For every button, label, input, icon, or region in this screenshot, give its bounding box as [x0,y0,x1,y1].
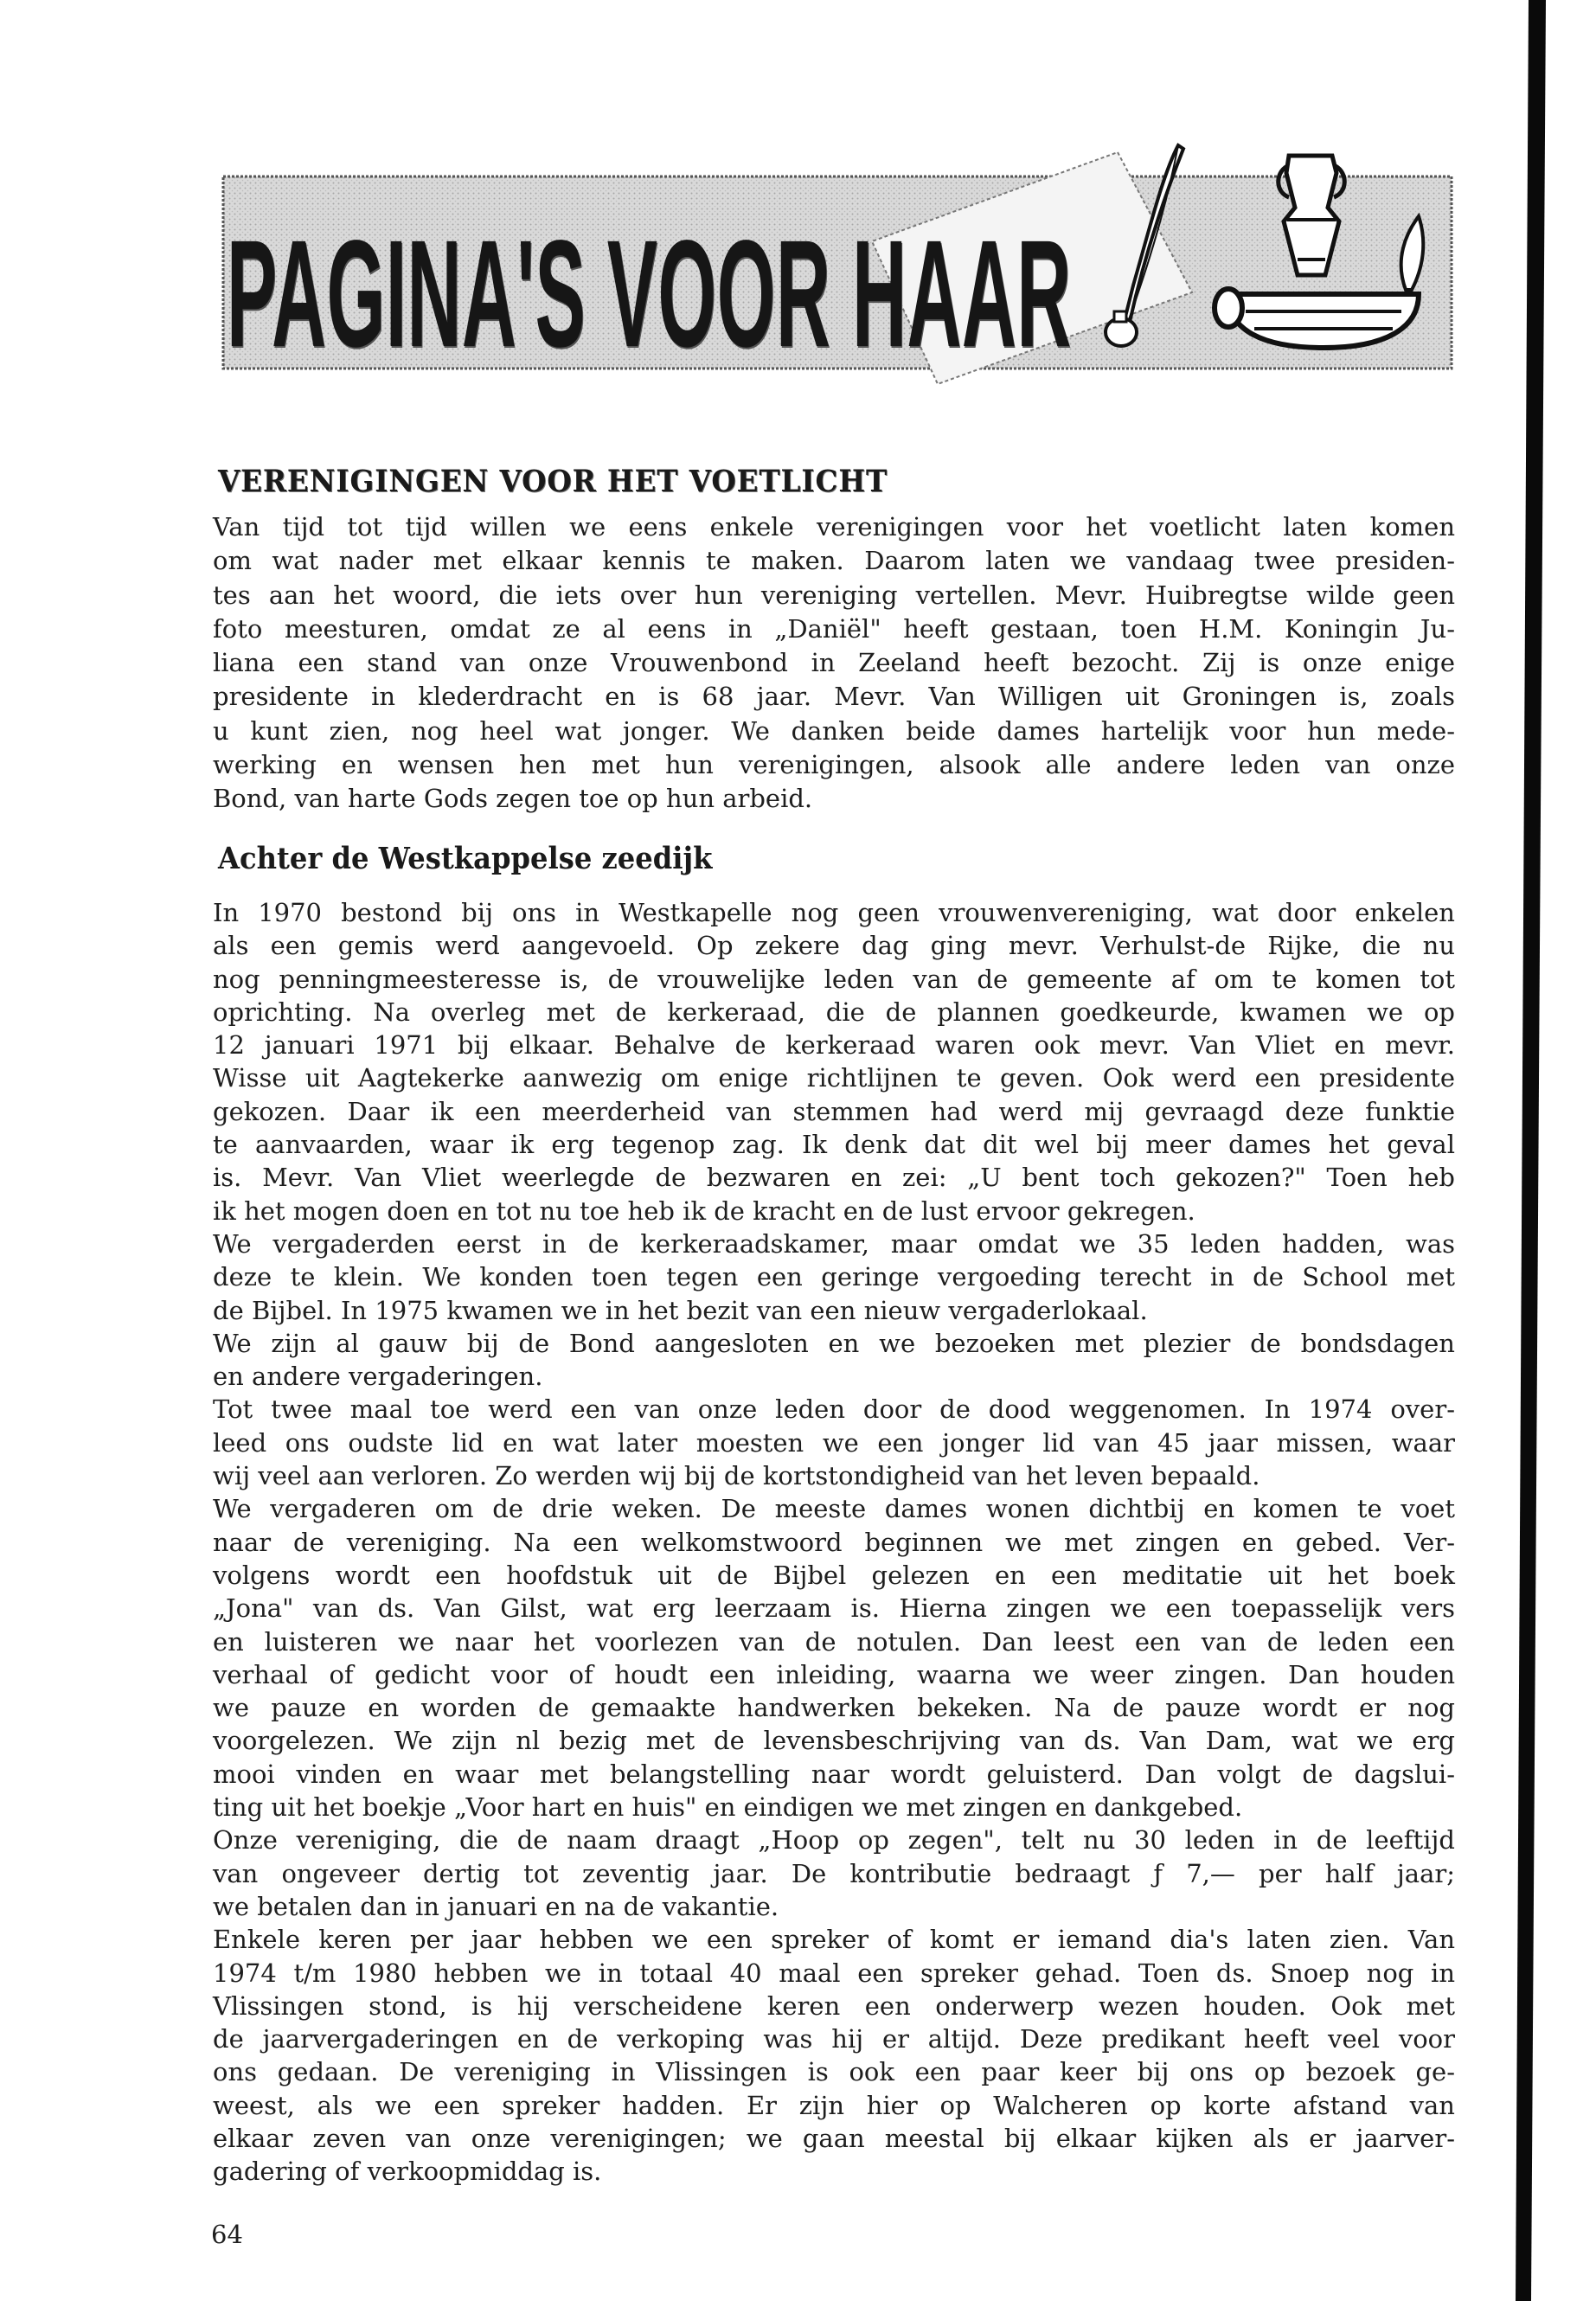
text-line: volgens wordt een hoofdstuk uit de Bijbel gelezen en een meditatie uit het boek [213,1560,1455,1590]
paragraph [213,1327,1455,1394]
text-line: Van tijd tot tijd willen we eens enkele verenigingen voor het voetlicht laten komen [213,512,1455,542]
text-line: nog penningmeesteresse is, de vrouwelijke leden van de gemeente af om te komen tot [213,964,1455,994]
text-line: In 1970 bestond bij ons in Westkapelle nog geen vrouwenvereniging, wat door enkelen [213,898,1455,927]
text-line: Wisse uit Aagtekerke aanwezig om enige richtlijnen te geven. Ook werd een presidente [213,1063,1455,1093]
text-line: oprichting. Na overleg met de kerkeraad, die de plannen goedkeurde, kwamen we op [213,997,1455,1027]
text-line: de Bijbel. In 1975 kwamen we in het bezit van een nieuw vergaderlokaal. [213,1295,1148,1325]
text-line: gadering of verkoopmiddag is. [213,2157,602,2187]
text-line: foto meesturen, omdat ze al eens in „Daniël" heeft gestaan, toen H.M. Koningin Ju- [213,613,1455,644]
paragraph [213,510,1455,817]
text-line: 1974 t/m 1980 hebben we in totaal 40 maal een spreker gehad. Toen ds. Snoep nog in [213,1958,1455,1988]
text-line: van ongeveer dertig tot zeventig jaar. De kontributie bedraagt ƒ 7,— per half jaar; [213,1858,1455,1888]
text-line: en andere vergaderingen. [213,1362,543,1392]
banner-title: PAGINA'S VOOR HAAR [227,209,1072,379]
text-line: we betalen dan in januari en na de vakantie. [213,1891,779,1921]
text-line: is. Mevr. Van Vliet weerlegde de bezwaren en zei: „U bent toch gekozen?" Toen heb [213,1163,1455,1193]
text-line: de jaarvergaderingen en de verkoping was hij er altijd. Deze predikant heeft veel voor [213,2024,1455,2054]
paragraph [213,1823,1455,1923]
text-line: mooi vinden en waar met belangstelling naar wordt geluisterd. Dan volgt de dagslui- [213,1759,1455,1789]
text-line: 12 januari 1971 bij elkaar. Behalve de kerkeraad waren ook mevr. Van Vliet en mevr. [213,1030,1455,1061]
paragraph [213,1923,1455,2188]
text-line: werking en wensen hen met hun verenigingen, alsook alle andere leden van onze [213,750,1455,780]
paragraph [213,896,1455,1227]
text-line: te aanvaarden, waar ik erg tegenop zag. Ik denk dat dit wel bij meer dames het geval [213,1130,1455,1160]
text-line: naar de vereniging. Na een welkomstwoord beginnen we met zingen en gebed. Ver- [213,1527,1455,1557]
text-line: deze te klein. We konden toen tegen een geringe vergoeding terecht in de School met [213,1262,1455,1292]
paragraph [213,1393,1455,1492]
text-line: „Jona" van ds. Van Gilst, wat erg leerzaam is. Hierna zingen we een toepasselijk vers [213,1593,1455,1624]
text-line: We vergaderden eerst in de kerkeraadskamer, maar omdat we 35 leden hadden, was [213,1228,1455,1259]
text-line: Bond, van harte Gods zegen toe op hun arbeid. [213,784,813,814]
article-text [213,896,1455,2189]
intro-text [213,510,1455,817]
text-line: Vlissingen stond, is hij verscheidene keren een onderwerp wezen houden. Ook met [213,1990,1455,2021]
page-number: 64 [211,2220,243,2249]
text-line: u kunt zien, nog heel wat jonger. We danken beide dames hartelijk voor hun mede- [213,715,1455,746]
paragraph [213,1227,1455,1327]
text-line: ik het mogen doen en tot nu toe heb ik de kracht en de lust ervoor gekregen. [213,1195,1195,1226]
text-line: en luisteren we naar het voorlezen van de notulen. Dan leest een van de leden een [213,1626,1455,1657]
text-line: weest, als we een spreker hadden. Er zijn hier op Walcheren op korte afstand van [213,2090,1455,2120]
paragraph [213,1492,1455,1823]
text-line: Enkele keren per jaar hebben we een spreker of komt er iemand dia's laten zien. Van [213,1925,1455,1955]
text-line: We zijn al gauw bij de Bond aangesloten en we bezoeken met plezier de bondsdagen [213,1328,1455,1358]
text-line: elkaar zeven van onze verenigingen; we gaan meestal bij elkaar kijken als er jaarver- [213,2123,1455,2153]
text-line: leed ons oudste lid en wat later moesten we een jonger lid van 45 jaar missen, waar [213,1427,1455,1458]
text-line: gekozen. Daar ik een meerderheid van stemmen had werd mij gevraagd deze funktie [213,1096,1455,1126]
text-line: als een gemis werd aangevoeld. Op zekere dag ging mevr. Verhulst-de Rijke, die nu [213,931,1455,961]
text-line: ons gedaan. De vereniging in Vlissingen is ook een paar keer bij ons op bezoek ge- [213,2057,1455,2087]
text-line: tes aan het woord, die iets over hun vereniging vertellen. Mevr. Huibregtse wilde geen [213,580,1455,610]
text-line: wij veel aan verloren. Zo werden wij bij de kortstondigheid van het leven bepaald. [213,1461,1260,1491]
text-line: verhaal of gedicht voor of houdt een inleiding, waarna we weer zingen. Dan houden [213,1659,1455,1689]
text-line: Onze vereniging, die de naam draagt „Hoop op zegen", telt nu 30 leden in de leeftijd [213,1825,1455,1856]
text-line: voorgelezen. We zijn nl bezig met de levensbeschrijving van ds. Van Dam, wat we erg [213,1726,1455,1756]
text-line: ting uit het boekje „Voor hart en huis" en eindigen we met zingen en dankgebed. [213,1792,1243,1823]
text-line: We vergaderen om de drie weken. De meeste dames wonen dichtbij en komen te voet [213,1494,1455,1524]
text-line: liana een stand van onze Vrouwenbond in Zeeland heeft bezocht. Zij is onze enige [213,648,1455,678]
text-line: presidente in klederdracht en is 68 jaar. Mevr. Van Willigen uit Groningen is, zoals [213,682,1455,712]
text-line: Tot twee maal toe werd een van onze leden door de dood weggenomen. In 1974 over- [213,1394,1455,1425]
text-line: we pauze en worden de gemaakte handwerken bekeken. Na de pauze wordt er nog [213,1693,1455,1723]
section-heading: VERENIGINGEN VOOR HET VOETLICHT [218,464,888,499]
section-banner [0,0,1596,407]
article-heading: Achter de Westkappelse zeedijk [218,841,713,876]
text-line: om wat nader met elkaar kennis te maken. Daarom laten we vandaag twee presiden- [213,546,1455,576]
